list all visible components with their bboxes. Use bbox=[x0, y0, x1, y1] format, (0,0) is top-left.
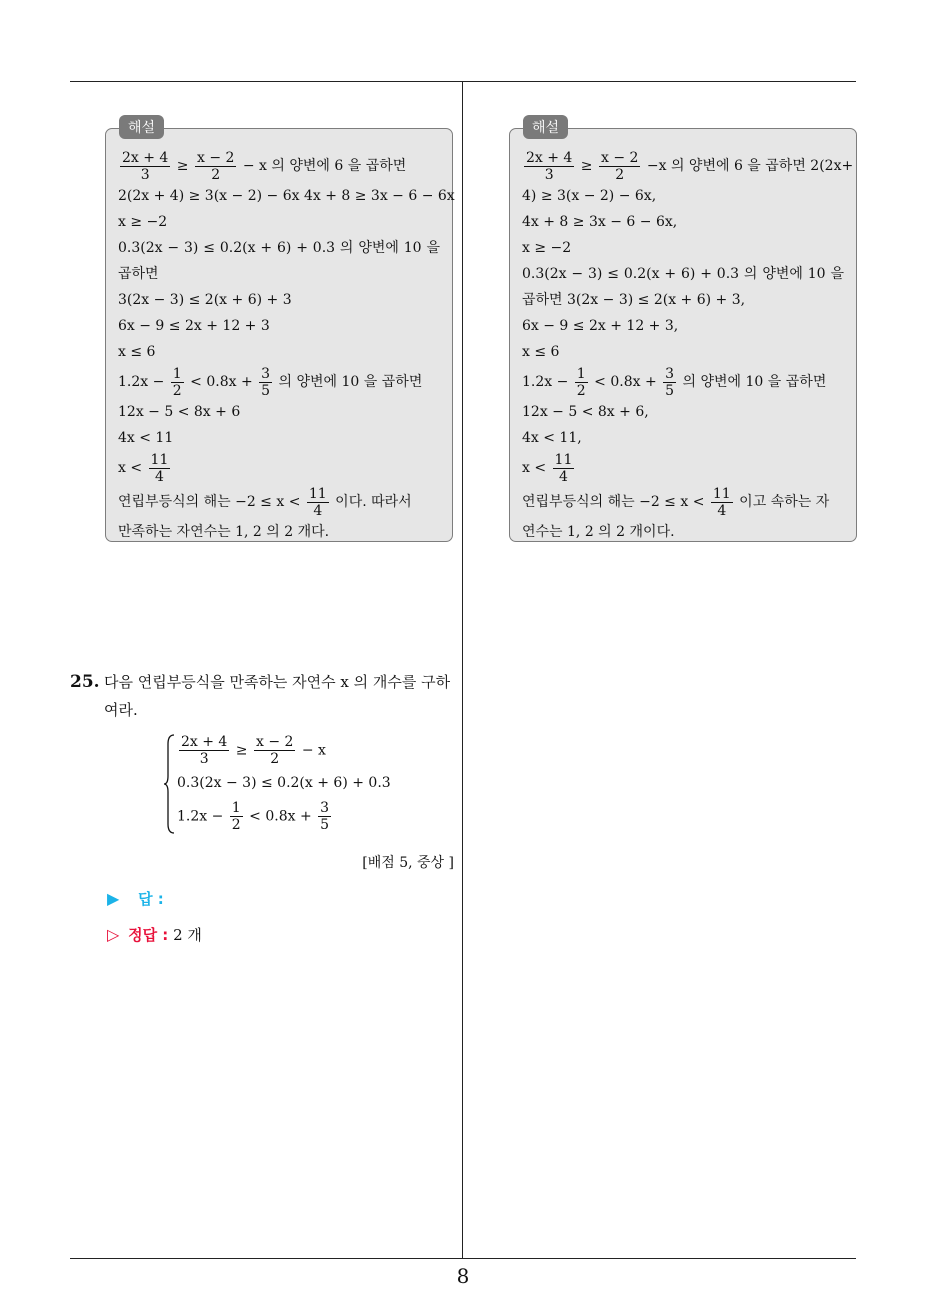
denominator: 4 bbox=[558, 468, 568, 485]
solution-line: x ≥ −2 bbox=[118, 214, 168, 230]
solution-line: x ≤ 6 bbox=[522, 344, 560, 360]
denominator: 2 bbox=[211, 166, 221, 183]
solution-line: x ≤ 6 bbox=[118, 344, 156, 360]
numerator: 11 bbox=[554, 451, 573, 468]
relation: ≥ bbox=[235, 742, 248, 759]
solution-line bbox=[522, 149, 854, 183]
solution-line: 연수는 1, 2 의 2 개이다. bbox=[522, 524, 675, 540]
denominator: 5 bbox=[665, 382, 675, 399]
solution-line: 4x + 8 ≥ 3x − 6 − 6x, bbox=[522, 214, 678, 230]
fraction bbox=[195, 150, 236, 183]
fraction bbox=[259, 366, 272, 399]
solution-line: 곱하면 3(2x − 3) ≤ 2(x + 6) + 3, bbox=[522, 292, 746, 308]
line-text: 1.2x − bbox=[522, 374, 569, 390]
solution-line: 6x − 9 ≤ 2x + 12 + 3, bbox=[522, 318, 679, 334]
fraction bbox=[230, 800, 243, 833]
correct-answer-label: 정답 : bbox=[128, 926, 169, 944]
page-number: 8 bbox=[456, 1264, 470, 1288]
denominator: 2 bbox=[615, 166, 625, 183]
line-text: 1.2x − bbox=[177, 808, 224, 825]
line-text: − x bbox=[301, 742, 326, 759]
denominator: 3 bbox=[199, 751, 209, 767]
solution-line: 2(2x + 4) ≥ 3(x − 2) − 6x 4x + 8 ≥ 3x − 6 − 6x bbox=[118, 188, 455, 204]
denominator: 3 bbox=[544, 166, 554, 183]
fraction bbox=[524, 150, 574, 183]
inequality-system bbox=[163, 734, 423, 834]
question-number: 25. bbox=[70, 672, 100, 692]
solution-line bbox=[118, 485, 440, 519]
solution-line: 3(2x − 3) ≤ 2(x + 6) + 3 bbox=[118, 292, 292, 308]
correct-answer-row bbox=[107, 924, 202, 945]
correct-answer-value: 2 개 bbox=[173, 926, 202, 944]
solution-line: 만족하는 자연수는 1, 2 의 2 개다. bbox=[118, 524, 330, 540]
line-text: 의 양변에 10 을 곱하면 bbox=[682, 374, 827, 390]
relation: ≥ bbox=[176, 158, 189, 174]
fraction bbox=[254, 734, 295, 767]
solution-line: 4x < 11, bbox=[522, 430, 582, 446]
fraction bbox=[599, 150, 640, 183]
numerator: 1 bbox=[172, 365, 182, 382]
denominator: 5 bbox=[261, 382, 271, 399]
top-rule bbox=[70, 81, 856, 82]
line-text: < 0.8x + bbox=[594, 374, 657, 390]
outline-arrow-icon: ▷ bbox=[107, 925, 120, 944]
equation-2: 0.3(2x − 3) ≤ 0.2(x + 6) + 0.3 bbox=[177, 775, 391, 791]
numerator: 3 bbox=[320, 800, 330, 816]
answer-label: 답 : bbox=[138, 890, 164, 908]
numerator: 11 bbox=[308, 485, 327, 502]
solution-line: 12x − 5 < 8x + 6, bbox=[522, 404, 649, 420]
solution-line: 6x − 9 ≤ 2x + 12 + 3 bbox=[118, 318, 270, 334]
numerator: 2x + 4 bbox=[526, 149, 573, 166]
play-arrow-icon: ▶ bbox=[107, 889, 120, 908]
solution-line: x ≥ −2 bbox=[522, 240, 572, 256]
fraction bbox=[171, 366, 184, 399]
denominator: 3 bbox=[140, 166, 150, 183]
numerator: x − 2 bbox=[255, 734, 294, 750]
left-brace-icon bbox=[163, 734, 175, 834]
line-text: 연립부등식의 해는 −2 ≤ x < bbox=[522, 494, 705, 510]
fraction bbox=[575, 366, 588, 399]
numerator: 2x + 4 bbox=[181, 734, 228, 750]
equation-3 bbox=[177, 800, 391, 833]
equation-list bbox=[177, 734, 391, 833]
numerator: 1 bbox=[231, 800, 241, 816]
numerator: 3 bbox=[665, 365, 675, 382]
line-text: 의 양변에 10 을 곱하면 bbox=[278, 374, 423, 390]
numerator: 11 bbox=[712, 485, 731, 502]
denominator: 4 bbox=[313, 502, 323, 519]
line-text: − x 의 양변에 6 을 곱하면 bbox=[242, 158, 407, 174]
solution-line: 12x − 5 < 8x + 6 bbox=[118, 404, 241, 420]
numerator: x − 2 bbox=[196, 149, 235, 166]
solution-line bbox=[118, 149, 440, 183]
solution-line bbox=[522, 365, 844, 399]
fraction bbox=[120, 150, 170, 183]
line-text: < 0.8x + bbox=[190, 374, 253, 390]
column-divider bbox=[462, 82, 463, 1258]
solution-box-right bbox=[509, 120, 857, 542]
denominator: 2 bbox=[576, 382, 586, 399]
denominator: 2 bbox=[172, 382, 182, 399]
fraction bbox=[179, 734, 229, 767]
question-text: 다음 연립부등식을 만족하는 자연수 x 의 개수를 구하여라. bbox=[104, 673, 451, 719]
line-text: < 0.8x + bbox=[249, 808, 312, 825]
equation-1 bbox=[177, 734, 391, 767]
solution-line bbox=[118, 365, 440, 399]
solution-tag: 해설 bbox=[523, 115, 568, 139]
denominator: 2 bbox=[231, 817, 241, 833]
line-text: −x 의 양변에 6 을 곱하면 2(2x+ bbox=[646, 158, 854, 174]
solution-tag: 해설 bbox=[119, 115, 164, 139]
numerator: 3 bbox=[261, 365, 271, 382]
solution-line: 4) ≥ 3(x − 2) − 6x, bbox=[522, 188, 657, 204]
numerator: 1 bbox=[576, 365, 586, 382]
line-text: 이다. 따라서 bbox=[335, 494, 412, 510]
fraction bbox=[307, 486, 329, 519]
solution-line: 0.3(2x − 3) ≤ 0.2(x + 6) + 0.3 의 양변에 10 을 bbox=[522, 266, 844, 282]
fraction bbox=[663, 366, 676, 399]
solution-box-left bbox=[105, 120, 455, 542]
fraction bbox=[711, 486, 733, 519]
line-text: 이고 속하는 자 bbox=[739, 494, 830, 510]
solution-line: 곱하면 bbox=[118, 266, 159, 282]
bottom-rule bbox=[70, 1258, 856, 1259]
line-text: 연립부등식의 해는 −2 ≤ x < bbox=[118, 494, 301, 510]
solution-line bbox=[522, 451, 844, 485]
solution-line: 4x < 11 bbox=[118, 430, 174, 446]
line-text: x < bbox=[522, 460, 547, 476]
numerator: 11 bbox=[150, 451, 169, 468]
relation: ≥ bbox=[580, 158, 593, 174]
numerator: 2x + 4 bbox=[122, 149, 169, 166]
solution-line: 0.3(2x − 3) ≤ 0.2(x + 6) + 0.3 의 양변에 10 을 bbox=[118, 240, 440, 256]
answer-row bbox=[107, 888, 164, 909]
line-text: 1.2x − bbox=[118, 374, 165, 390]
fraction bbox=[318, 800, 331, 833]
denominator: 5 bbox=[320, 817, 330, 833]
fraction bbox=[149, 452, 171, 485]
score-difficulty: [배점 5, 중상 ] bbox=[362, 855, 454, 871]
denominator: 4 bbox=[154, 468, 164, 485]
denominator: 4 bbox=[717, 502, 727, 519]
solution-line bbox=[118, 451, 440, 485]
line-text: x < bbox=[118, 460, 143, 476]
solution-line bbox=[522, 485, 844, 519]
denominator: 2 bbox=[270, 751, 280, 767]
question-25 bbox=[70, 668, 455, 724]
fraction bbox=[553, 452, 575, 485]
numerator: x − 2 bbox=[600, 149, 639, 166]
